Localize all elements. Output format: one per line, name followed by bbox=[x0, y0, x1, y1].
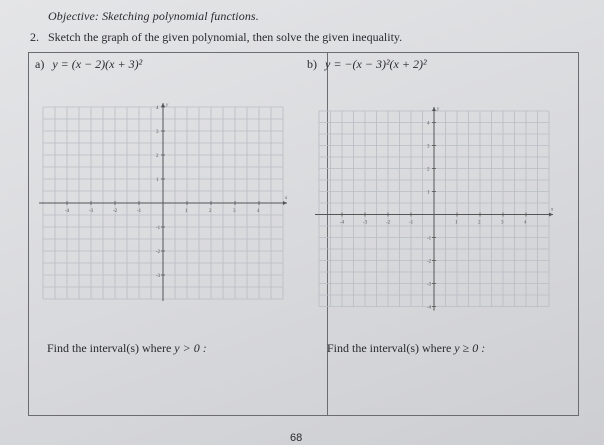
question-text: Sketch the graph of the given polynomial, then solve the given inequality. bbox=[48, 30, 403, 44]
x-tick-label: -3 bbox=[363, 220, 368, 226]
y-tick-label: 4 bbox=[427, 121, 430, 127]
part-b-find-interval bbox=[327, 341, 485, 356]
x-tick-label: 4 bbox=[524, 220, 527, 226]
x-tick-label: -1 bbox=[137, 209, 142, 214]
y-axis-arrow-icon bbox=[161, 103, 165, 107]
x-axis-label: x bbox=[551, 207, 554, 213]
y-tick-label: 2 bbox=[427, 167, 430, 173]
question-2 bbox=[30, 30, 402, 45]
part-a-header bbox=[35, 57, 142, 72]
part-a-label: a) bbox=[35, 57, 45, 71]
x-tick-label: -4 bbox=[340, 220, 345, 226]
y-tick-label: 3 bbox=[427, 144, 430, 150]
part-b-equation: y = −(x − 3)²(x + 2)² bbox=[325, 57, 427, 71]
y-tick-label: 1 bbox=[427, 190, 430, 196]
y-axis-arrow-icon bbox=[432, 107, 436, 111]
x-tick-label: -2 bbox=[386, 220, 391, 226]
y-tick-label: -1 bbox=[156, 226, 161, 231]
part-a-find-condition: y > 0 : bbox=[174, 341, 207, 355]
x-tick-label: -3 bbox=[89, 209, 94, 214]
y-tick-label: 2 bbox=[156, 154, 159, 159]
problem-table bbox=[28, 52, 579, 416]
x-tick-label: -1 bbox=[409, 220, 414, 226]
x-axis-arrow-icon bbox=[549, 213, 553, 217]
x-tick-label: 3 bbox=[233, 209, 236, 214]
x-axis-label: x bbox=[285, 196, 288, 201]
part-a-coordinate-grid[interactable] bbox=[35, 101, 295, 301]
part-a-equation: y = (x − 2)(x + 3)² bbox=[52, 57, 143, 71]
y-axis-label: y bbox=[166, 103, 169, 108]
x-tick-label: 2 bbox=[209, 209, 212, 214]
objective-heading: Objective: Sketching polynomial functions. bbox=[48, 9, 259, 23]
y-tick-label: -3 bbox=[427, 282, 432, 288]
part-b-header bbox=[307, 57, 427, 72]
x-tick-label: 2 bbox=[478, 220, 481, 226]
x-tick-label: 4 bbox=[257, 209, 260, 214]
question-number: 2. bbox=[30, 30, 39, 44]
y-tick-label: -2 bbox=[427, 259, 432, 265]
x-tick-label: -2 bbox=[113, 209, 118, 214]
y-tick-label: -3 bbox=[156, 274, 161, 279]
part-a-find-interval bbox=[47, 341, 207, 356]
x-tick-label: 3 bbox=[501, 220, 504, 226]
part-a-find-prefix: Find the interval(s) where bbox=[47, 341, 172, 355]
part-b-coordinate-grid[interactable] bbox=[311, 105, 561, 325]
y-tick-label: 3 bbox=[156, 130, 159, 135]
x-axis-arrow-icon bbox=[283, 201, 287, 205]
y-axis-label: y bbox=[437, 107, 440, 112]
part-b-find-condition: y ≥ 0 : bbox=[454, 341, 486, 355]
y-tick-label: -1 bbox=[427, 236, 432, 242]
page-number: 68 bbox=[290, 432, 303, 444]
y-tick-label: 4 bbox=[156, 106, 159, 111]
x-tick-label: -4 bbox=[65, 209, 70, 214]
y-tick-label: 1 bbox=[156, 178, 159, 183]
x-tick-label: 1 bbox=[455, 220, 458, 226]
part-b-find-prefix: Find the interval(s) where bbox=[327, 341, 452, 355]
y-tick-label: -4 bbox=[427, 305, 432, 311]
x-tick-label: 1 bbox=[185, 209, 188, 214]
y-tick-label: -2 bbox=[156, 250, 161, 255]
part-b-label: b) bbox=[307, 57, 317, 71]
